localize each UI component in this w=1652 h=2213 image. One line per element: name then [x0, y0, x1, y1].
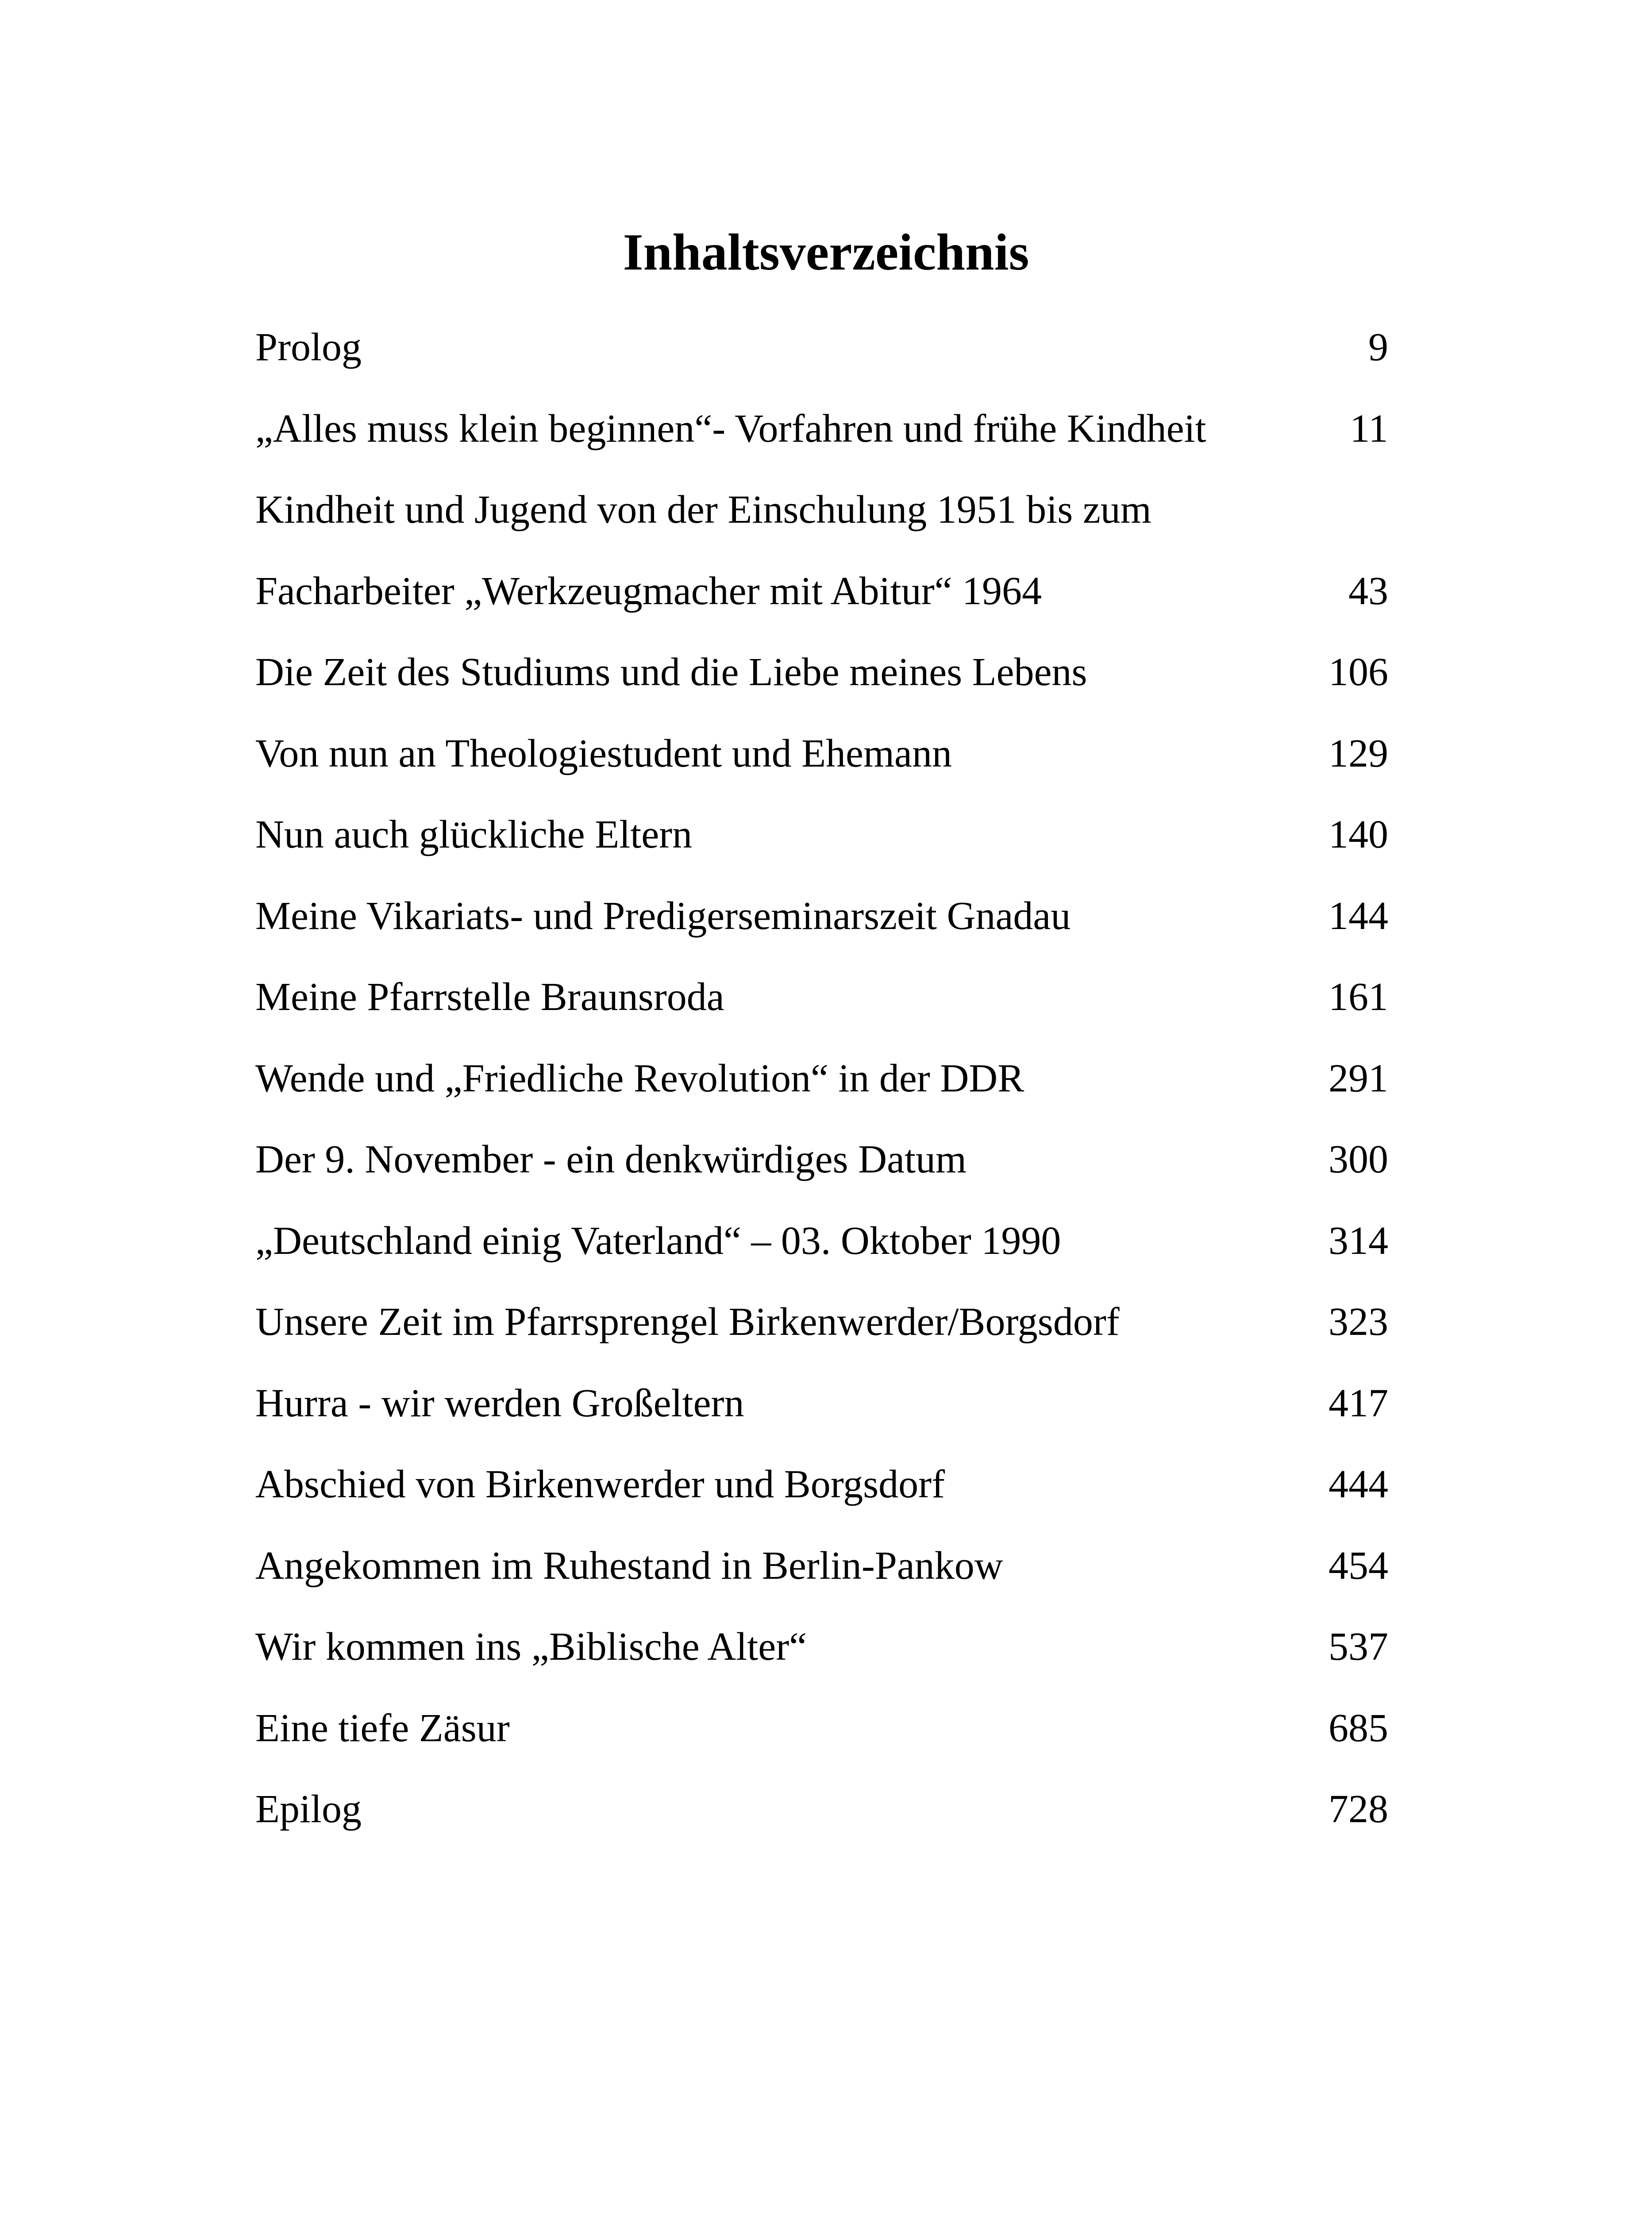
- toc-entry-title: Nun auch glückliche Eltern: [255, 813, 693, 856]
- toc-entry-title: „Deutschland einig Vaterland“ – 03. Oktober 1990: [255, 1218, 1061, 1263]
- toc-entry-title: „Alles muss klein beginnen“- Vorfahren und frühe Kindheit: [255, 406, 1206, 451]
- toc-entry: [255, 1460, 1388, 1542]
- toc-entry-page: 291: [1329, 1056, 1388, 1100]
- toc-entry: [255, 1379, 1388, 1461]
- toc-entry-page: 161: [1329, 975, 1388, 1019]
- toc-entry: [255, 1298, 1388, 1379]
- toc-entry-title: Wir kommen ins „Biblische Alter“: [255, 1625, 807, 1669]
- toc-entry: [255, 567, 1388, 648]
- toc-entry-title: Hurra - wir werden Großeltern: [255, 1381, 744, 1425]
- toc-entry: [255, 892, 1388, 973]
- toc-entry-page: 106: [1329, 650, 1388, 694]
- toc-entry: [255, 405, 1388, 486]
- toc-entry-title: Eine tiefe Zäsur: [255, 1706, 510, 1750]
- toc-entry-title: Unsere Zeit im Pfarrsprengel Birkenwerder/Borgsdorf: [255, 1300, 1120, 1344]
- toc-entry: [255, 1542, 1388, 1623]
- toc-entry-title: Von nun an Theologiestudent und Ehemann: [255, 731, 952, 775]
- toc-entry-title: Wende und „Friedliche Revolution“ in der DDR: [255, 1056, 1024, 1100]
- toc-entry-page: 323: [1329, 1300, 1388, 1344]
- toc-entry: [255, 486, 1388, 567]
- toc-entry: [255, 323, 1388, 405]
- toc-entry-page: 444: [1329, 1462, 1388, 1506]
- toc-entry-page: 129: [1329, 731, 1388, 775]
- toc-entry-page: 144: [1329, 894, 1388, 938]
- table-of-contents: [255, 323, 1388, 1866]
- toc-entry-page: 140: [1329, 813, 1388, 856]
- toc-entry-title: Angekommen im Ruhestand in Berlin-Pankow: [255, 1543, 1003, 1588]
- toc-entry: [255, 729, 1388, 811]
- toc-entry: [255, 1785, 1388, 1866]
- toc-entry-page: 11: [1350, 406, 1388, 451]
- toc-entry-page: 728: [1329, 1787, 1388, 1831]
- toc-entry-page: 43: [1348, 569, 1388, 613]
- toc-entry: [255, 1217, 1388, 1298]
- toc-entry-page: 685: [1329, 1706, 1388, 1750]
- toc-entry-page: 454: [1329, 1543, 1388, 1588]
- toc-entry-title: Prolog: [255, 325, 362, 369]
- toc-entry-title: Die Zeit des Studiums und die Liebe meines Lebens: [255, 650, 1087, 694]
- toc-entry-page: 537: [1329, 1625, 1388, 1669]
- toc-entry: [255, 1704, 1388, 1785]
- toc-entry-title: Abschied von Birkenwerder und Borgsdorf: [255, 1462, 945, 1506]
- toc-entry: [255, 973, 1388, 1054]
- toc-entry: [255, 1135, 1388, 1217]
- toc-entry-page: 314: [1329, 1218, 1388, 1263]
- toc-entry: [255, 1623, 1388, 1704]
- toc-entry: [255, 648, 1388, 729]
- toc-entry-title: Kindheit und Jugend von der Einschulung 1951 bis zum: [255, 488, 1151, 532]
- toc-entry-title: Facharbeiter „Werkzeugmacher mit Abitur“ 1964: [255, 569, 1042, 613]
- page-title: Inhaltsverzeichnis: [623, 223, 1029, 281]
- toc-entry-title: Meine Pfarrstelle Braunsroda: [255, 975, 724, 1019]
- toc-entry-title: Meine Vikariats- und Predigerseminarszeit Gnadau: [255, 894, 1071, 938]
- toc-entry-page: 300: [1329, 1137, 1388, 1181]
- toc-entry: [255, 810, 1388, 892]
- toc-entry: [255, 1054, 1388, 1136]
- toc-entry-title: Der 9. November - ein denkwürdiges Datum: [255, 1137, 967, 1181]
- toc-entry-title: Epilog: [255, 1787, 362, 1831]
- toc-entry-page: 417: [1329, 1381, 1388, 1425]
- toc-entry-page: 9: [1368, 325, 1388, 369]
